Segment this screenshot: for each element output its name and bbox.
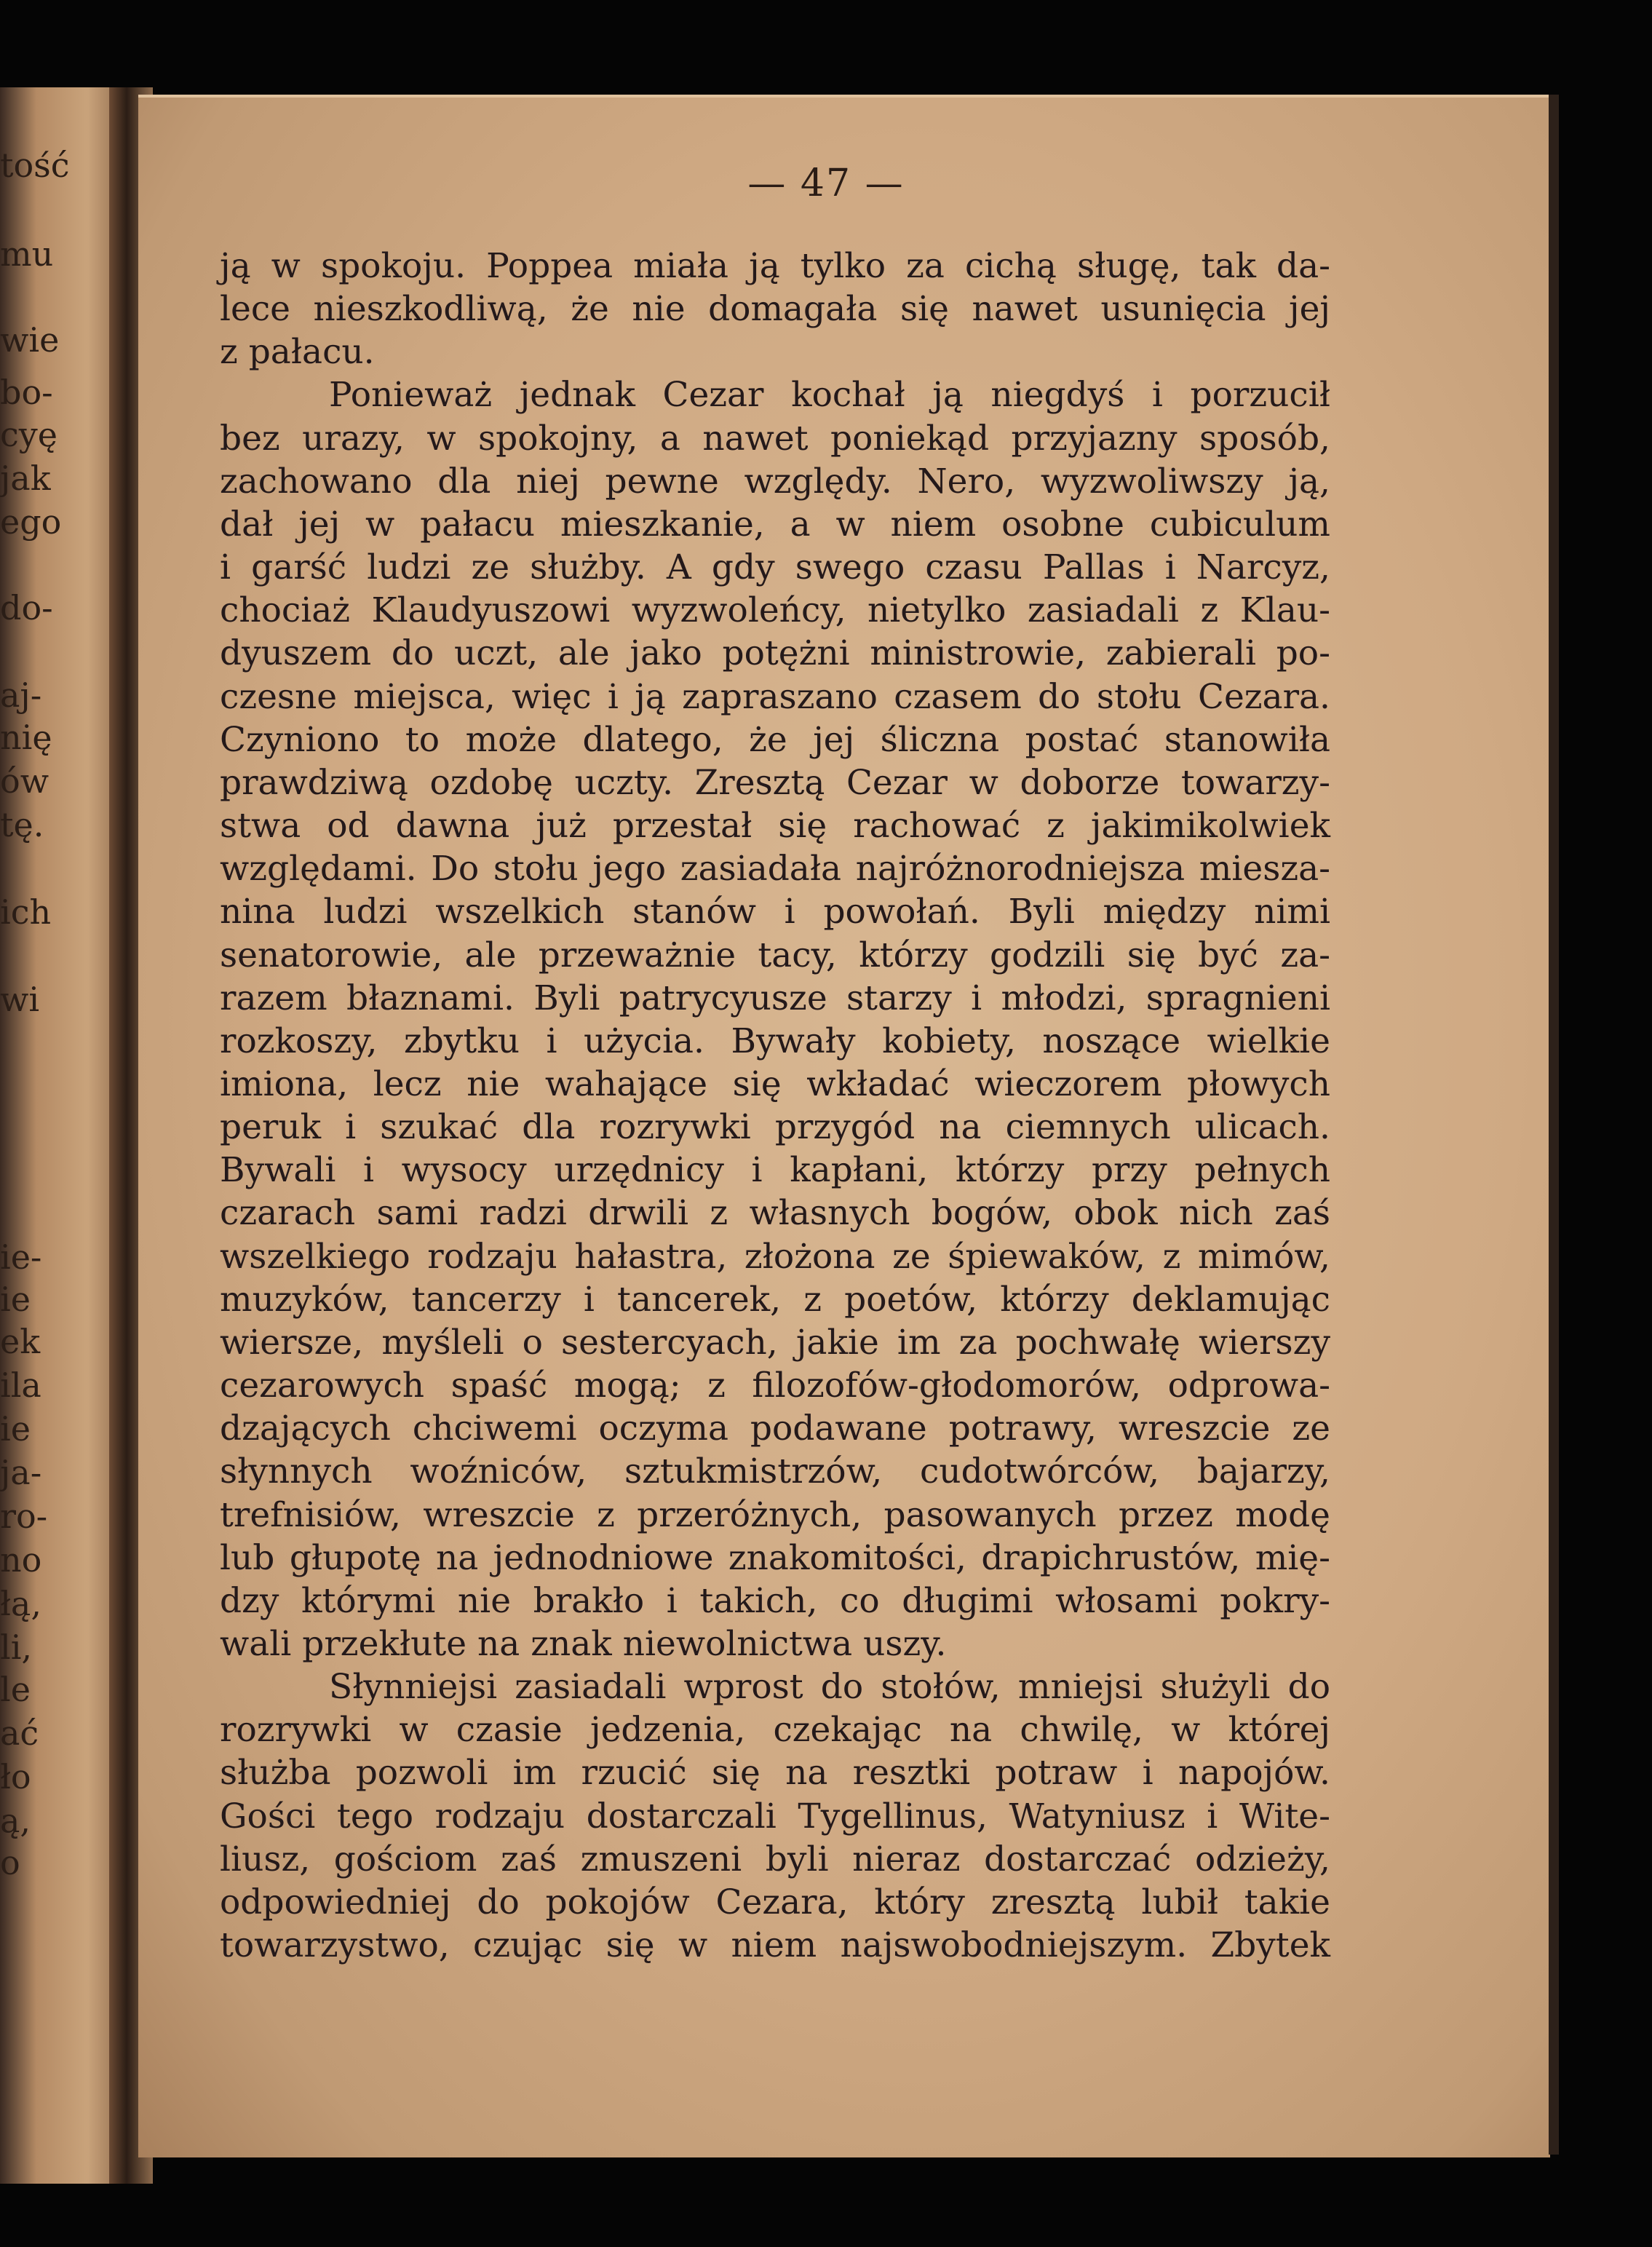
- left-page-fragment: ło: [0, 1757, 31, 1796]
- left-page-fragment: bo-: [0, 373, 53, 412]
- text-line: Bywali i wysocy urzędnicy i kapłani, którzy przy pełnych: [220, 1150, 1330, 1191]
- text-line: muzyków, tancerzy i tancerek, z poetów, którzy deklamując: [220, 1279, 1330, 1320]
- text-line: względami. Do stołu jego zasiadała najróżnorodniejsza miesza-: [220, 849, 1330, 889]
- left-page-fragment: ila: [0, 1366, 41, 1405]
- page-number-text: — 47 —: [747, 162, 905, 205]
- text-line: z pałacu.: [220, 332, 375, 373]
- left-page-fragment: le: [0, 1670, 31, 1709]
- left-page-fragment: ich: [0, 892, 52, 932]
- left-page-fragment: ja-: [0, 1453, 42, 1492]
- left-page-fragment: ro-: [0, 1497, 48, 1536]
- text-line: trefnisiów, wreszcie z przeróżnych, pasowanych przez modę: [220, 1494, 1330, 1535]
- text-line: służba pozwoli im rzucić się na resztki potraw i napojów.: [220, 1753, 1330, 1794]
- text-line: wali przekłute na znak niewolnictwa uszy.: [220, 1624, 947, 1664]
- left-page-fragment: ów: [0, 761, 49, 801]
- left-page-fragment: ek: [0, 1322, 41, 1361]
- left-page-fragment: do-: [0, 588, 53, 627]
- text-line: imiona, lecz nie wahające się wkładać wieczorem płowych: [220, 1063, 1330, 1104]
- left-page-fragment: o: [0, 1843, 20, 1882]
- text-line: lece nieszkodliwą, że nie domagała się nawet usunięcia jej: [220, 289, 1330, 330]
- text-line: Gości tego rodzaju dostarczali Tygellinus, Watyniusz i Wite-: [220, 1796, 1330, 1836]
- left-page-fragment: nię: [0, 718, 52, 757]
- left-page-fragment: ie: [0, 1409, 31, 1449]
- left-page-fragment: tę.: [0, 805, 44, 844]
- text-line: Czyniono to może dlatego, że jej śliczna postać stanowiła: [220, 719, 1330, 760]
- text-line: Słynniejsi zasiadali wprost do stołów, mniejsi służyli do: [329, 1667, 1330, 1708]
- left-page-fragment: wie: [0, 320, 60, 360]
- text-line: Ponieważ jednak Cezar kochał ją niegdyś i porzucił: [329, 375, 1330, 416]
- text-line: i garść ludzi ze służby. A gdy swego czasu Pallas i Narcyz,: [220, 547, 1330, 588]
- text-line: lub głupotę na jednodniowe znakomitości, drapichrustów, mię-: [220, 1537, 1330, 1578]
- left-page-fragment: li,: [0, 1628, 33, 1667]
- text-line: dzy którymi nie brakło i takich, co długimi włosami pokry-: [220, 1580, 1330, 1621]
- left-page-fragment: ie: [0, 1280, 31, 1319]
- text-line: cezarowych spaść mogą; z filozofów-głodomorów, odprowa-: [220, 1366, 1330, 1406]
- text-line: senatorowie, ale przeważnie tacy, którzy godzili się być za-: [220, 935, 1330, 975]
- text-line: słynnych woźniców, sztukmistrzów, cudotwórców, bajarzy,: [220, 1451, 1330, 1492]
- left-page-fragment: ać: [0, 1713, 39, 1753]
- body-text: [220, 245, 1330, 1967]
- text-line: rozrywki w czasie jedzenia, czekając na chwilę, w której: [220, 1710, 1330, 1751]
- left-page-fragment: ą,: [0, 1801, 31, 1840]
- left-page-fragment: mu: [0, 234, 54, 274]
- text-line: wiersze, myśleli o sestercyach, jakie im za pochwałę wierszy: [220, 1322, 1330, 1363]
- text-line: prawdziwą ozdobę uczty. Zresztą Cezar w doborze towarzy-: [220, 762, 1330, 803]
- text-line: dzających chciwemi oczyma podawane potrawy, wreszcie ze: [220, 1408, 1330, 1449]
- left-page-fragment: cyę: [0, 415, 57, 454]
- left-page-fragment: ie-: [0, 1237, 42, 1277]
- left-page-fragment: wi: [0, 980, 40, 1019]
- page-number: [0, 162, 1652, 205]
- text-line: stwa od dawna już przestał się rachować z jakimikolwiek: [220, 806, 1330, 847]
- text-line: nina ludzi wszelkich stanów i powołań. Byli między nimi: [220, 892, 1330, 932]
- text-line: czarach sami radzi drwili z własnych bogów, obok nich zaś: [220, 1193, 1330, 1234]
- left-page-fragment: no: [0, 1540, 42, 1580]
- left-page-fragment: łą,: [0, 1584, 41, 1623]
- text-line: razem błaznami. Byli patrycyusze starzy i młodzi, spragnieni: [220, 978, 1330, 1018]
- text-line: towarzystwo, czując się w niem najswobodniejszym. Zbytek: [220, 1925, 1330, 1966]
- page-edge: [1549, 95, 1559, 2155]
- text-line: rozkoszy, zbytku i użycia. Bywały kobiety, noszące wielkie: [220, 1021, 1330, 1061]
- text-line: wszelkiego rodzaju hałastra, złożona ze śpiewaków, z mimów,: [220, 1236, 1330, 1277]
- text-line: peruk i szukać dla rozrywki przygód na ciemnych ulicach.: [220, 1107, 1330, 1148]
- text-line: dał jej w pałacu mieszkanie, a w niem osobne cubiculum: [220, 504, 1330, 544]
- text-line: ją w spokoju. Poppea miała ją tylko za cichą sługę, tak da-: [220, 246, 1330, 286]
- left-page-fragment: aj-: [0, 675, 42, 715]
- text-line: chociaż Klaudyuszowi wyzwoleńcy, nietylko zasiadali z Klau-: [220, 590, 1330, 631]
- text-line: bez urazy, w spokojny, a nawet poniekąd przyjazny sposób,: [220, 418, 1330, 459]
- text-line: zachowano dla niej pewne względy. Nero, wyzwoliwszy ją,: [220, 461, 1330, 502]
- text-line: dyuszem do uczt, ale jako potężni ministrowie, zabierali po-: [220, 633, 1330, 674]
- text-line: odpowiedniej do pokojów Cezara, który zresztą lubił takie: [220, 1882, 1330, 1922]
- left-page-fragment: tość: [0, 146, 70, 185]
- text-line: liusz, gościom zaś zmuszeni byli nieraz dostarczać odzieży,: [220, 1839, 1330, 1879]
- left-page-fragment: ego: [0, 502, 62, 542]
- left-page-fragment: jak: [0, 459, 51, 498]
- text-line: czesne miejsca, więc i ją zapraszano czasem do stołu Cezara.: [220, 676, 1330, 717]
